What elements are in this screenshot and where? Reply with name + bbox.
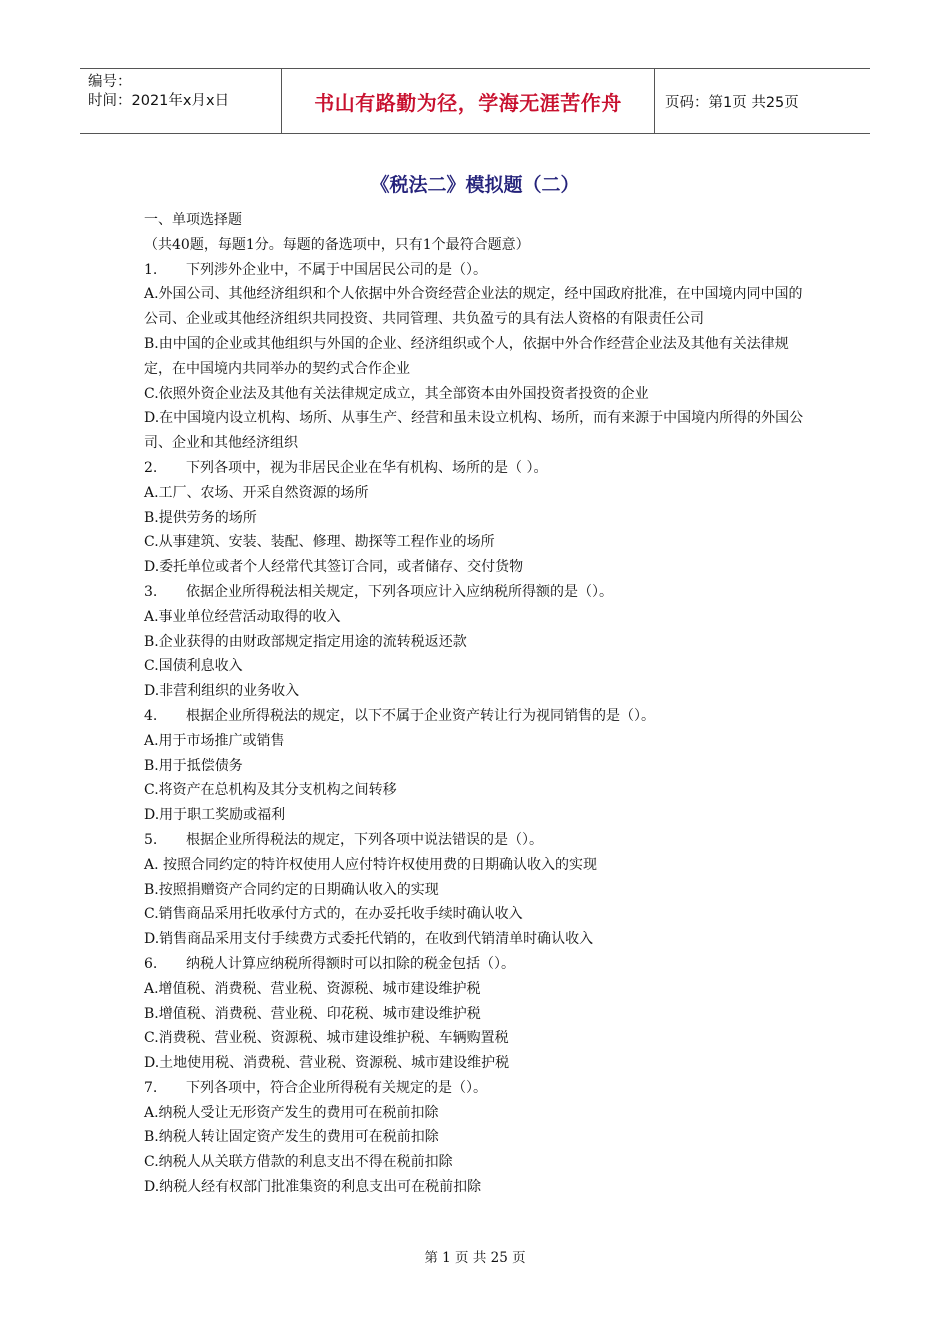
answer-option: D.委托单位或者个人经常代其签订合同，或者储存、交付货物	[144, 559, 524, 576]
answer-option: A.外国公司、其他经济组织和个人依据中外合资经营企业法的规定，经中国政府批准，在中国境内同中国的公司、企业或其他经济组织共同投资、共同管理、共负盈亏的具有法人资格的有限责任公司	[144, 286, 803, 328]
question-stem	[144, 258, 814, 283]
question-number: 4.	[144, 707, 158, 724]
answer-option: B.用于抵偿债务	[144, 757, 243, 774]
question-stem	[144, 1076, 814, 1101]
question-number: 5.	[144, 831, 158, 848]
answer-option: B.提供劳务的场所	[144, 509, 257, 526]
answer-option: B.增值税、消费税、营业税、印花税、城市建设维护税	[144, 1005, 481, 1022]
answer-option: D.纳税人经有权部门批准集资的利息支出可在税前扣除	[144, 1179, 482, 1196]
document-title: 《税法二》模拟题（二）	[370, 174, 580, 196]
motto: 书山有路勤为径，学海无涯苦作舟	[314, 90, 622, 115]
answer-option: A. 按照合同约定的特许权使用人应付特许权使用费的日期确认收入的实现	[144, 856, 598, 873]
answer-option: C.消费税、营业税、资源税、城市建设维护税、车辆购置税	[144, 1030, 509, 1047]
time-label: 时间：2021年x月x日	[88, 93, 230, 109]
answer-option: B.由中国的企业或其他组织与外国的企业、经济组织或个人，依据中外合作经营企业法及其他有关法律规定，在中国境内共同举办的契约式合作企业	[144, 335, 789, 377]
answer-option: C.销售商品采用托收承付方式的，在办妥托收手续时确认收入	[144, 906, 523, 923]
answer-option: D.用于职工奖励或福利	[144, 807, 286, 824]
question-stem	[144, 704, 814, 729]
answer-option: C.依照外资企业法及其他有关法律规定成立，其全部资本由外国投资者投资的企业	[144, 385, 649, 402]
answer-option: D.销售商品采用支付手续费方式委托代销的，在收到代销清单时确认收入	[144, 931, 594, 948]
question-stem	[144, 456, 814, 481]
section-heading: 一、单项选择题	[144, 212, 242, 228]
answer-option: C.从事建筑、安装、装配、修理、勘探等工程作业的场所	[144, 534, 495, 551]
answer-option: B.按照捐赠资产合同约定的日期确认收入的实现	[144, 881, 439, 898]
answer-option: A.事业单位经营活动取得的收入	[144, 608, 341, 625]
page-info: 页码：第1页 共25页	[665, 94, 799, 111]
answer-option: C.国债利息收入	[144, 658, 243, 675]
answer-option: B.企业获得的由财政部规定指定用途的流转税返还款	[144, 633, 467, 650]
header-meta	[80, 69, 282, 133]
question-text: 根据企业所得税法的规定，下列各项中说法错误的是（）。	[186, 831, 543, 848]
question-text: 下列各项中，视为非居民企业在华有机构、场所的是（ ）。	[186, 459, 548, 476]
answer-option: C.将资产在总机构及其分支机构之间转移	[144, 782, 397, 799]
question-number: 7.	[144, 1079, 158, 1096]
answer-option: A.增值税、消费税、营业税、资源税、城市建设维护税	[144, 980, 481, 997]
answer-option: C.纳税人从关联方借款的利息支出不得在税前扣除	[144, 1154, 453, 1171]
answer-option: D.非营利组织的业务收入	[144, 683, 300, 700]
question-text: 下列各项中，符合企业所得税有关规定的是（）。	[186, 1079, 487, 1096]
header-page-info	[655, 69, 870, 133]
question-number: 2.	[144, 459, 158, 476]
question-stem	[144, 828, 814, 853]
answer-option: A.纳税人受让无形资产发生的费用可在税前扣除	[144, 1104, 439, 1121]
number-label: 编号：	[88, 74, 132, 90]
answer-option: D.在中国境内设立机构、场所、从事生产、经营和虽未设立机构、场所，而有来源于中国境内所得的外国公司、企业和其他经济组织	[144, 410, 804, 452]
answer-option: A.工厂、农场、开采自然资源的场所	[144, 484, 369, 501]
page-header	[80, 68, 870, 134]
question-text: 根据企业所得税法的规定，以下不属于企业资产转让行为视同销售的是（）。	[186, 707, 655, 724]
answer-option: B.纳税人转让固定资产发生的费用可在税前扣除	[144, 1129, 439, 1146]
question-number: 3.	[144, 583, 158, 600]
question-stem	[144, 580, 814, 605]
question-number: 6.	[144, 955, 158, 972]
question-text: 纳税人计算应纳税所得额时可以扣除的税金包括（）。	[186, 955, 515, 972]
document-body	[144, 208, 814, 1200]
question-stem	[144, 952, 814, 977]
answer-option: A.用于市场推广或销售	[144, 732, 285, 749]
answer-option: D.土地使用税、消费税、营业税、资源税、城市建设维护税	[144, 1055, 510, 1072]
question-number: 1.	[144, 261, 158, 278]
header-motto-cell	[282, 69, 655, 133]
section-note: （共40题，每题1分。每题的备选项中，只有1个最符合题意）	[144, 236, 530, 253]
question-text: 依据企业所得税法相关规定，下列各项应计入应纳税所得额的是（）。	[186, 583, 613, 600]
question-list	[144, 258, 814, 1200]
page-footer: 第 1 页 共 25 页	[424, 1250, 526, 1266]
question-text: 下列涉外企业中，不属于中国居民公司的是（）。	[186, 261, 487, 278]
